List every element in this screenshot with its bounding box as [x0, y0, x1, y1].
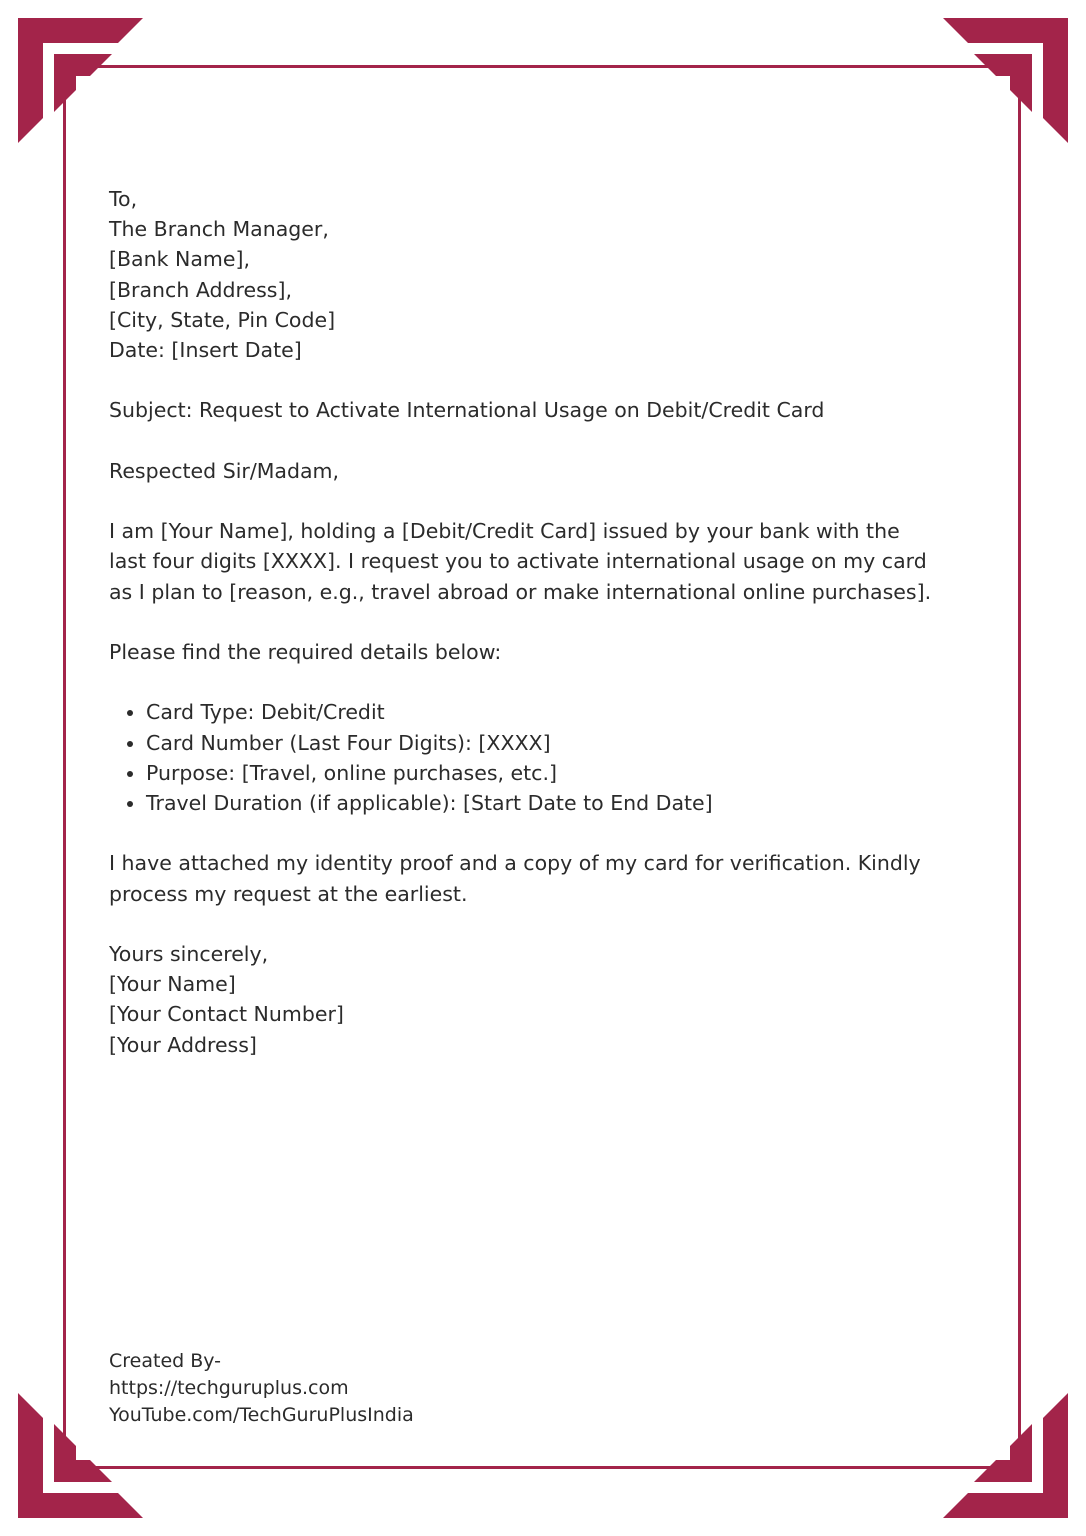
recipient-to: To, — [109, 187, 138, 211]
intro-line: last four digits [XXXX]. I request you to activate international usage on my card — [109, 549, 927, 574]
corner-ornament-top-right — [943, 18, 1068, 143]
recipient-bank-name: [Bank Name], — [109, 247, 250, 272]
details-list — [109, 697, 979, 818]
signature-contact: [Your Contact Number] — [109, 1002, 344, 1027]
salutation: Respected Sir/Madam, — [109, 458, 340, 483]
footer-credits — [109, 1348, 414, 1430]
subject-line: Subject: Request to Activate International Usage on Debit/Credit Card — [109, 398, 825, 423]
details-item: • Card Type: Debit/Credit — [146, 697, 979, 727]
corner-ornament-bottom-right — [943, 1393, 1068, 1518]
corner-ornament-top-left — [18, 18, 143, 143]
closing-paragraph — [109, 848, 979, 908]
details-item: • Travel Duration (if applicable): [Start Date to End Date] — [146, 788, 979, 818]
letter-date: Date: [Insert Date] — [109, 338, 302, 363]
footer-youtube-link[interactable]: YouTube.com/TechGuruPlusIndia — [109, 1404, 414, 1427]
letter-body — [109, 184, 979, 1060]
signature-name: [Your Name] — [109, 972, 236, 997]
closing-line: I have attached my identity proof and a copy of my card for verification. Kindly — [109, 851, 921, 876]
closing-line: process my request at the earliest. — [109, 881, 468, 906]
recipient-branch-address: [Branch Address], — [109, 277, 292, 302]
intro-line: I am [Your Name], holding a [Debit/Credit Card] issued by your bank with the — [109, 519, 900, 544]
valediction: Yours sincerely, — [109, 941, 269, 966]
signature-block — [109, 939, 979, 1060]
footer-website-link[interactable]: https://techguruplus.com — [109, 1377, 349, 1400]
details-item: • Card Number (Last Four Digits): [XXXX] — [146, 728, 979, 758]
signature-address: [Your Address] — [109, 1032, 257, 1057]
details-item: • Purpose: [Travel, online purchases, etc.] — [146, 758, 979, 788]
recipient-block — [109, 184, 979, 365]
details-intro: Please find the required details below: — [109, 639, 502, 664]
recipient-title: The Branch Manager, — [109, 217, 329, 242]
footer-created-by: Created By- — [109, 1350, 222, 1372]
intro-line: as I plan to [reason, e.g., travel abroad or make international online purchases]. — [109, 579, 932, 604]
intro-paragraph — [109, 516, 979, 607]
recipient-city: [City, State, Pin Code] — [109, 307, 336, 332]
